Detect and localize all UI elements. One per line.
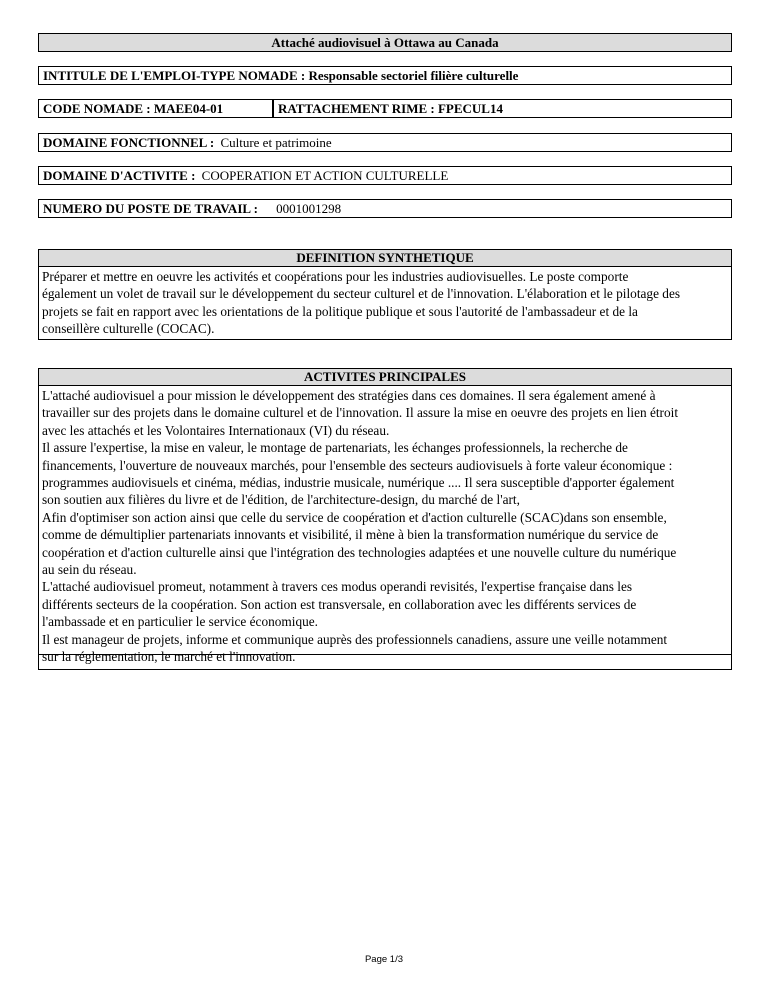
page-footer xyxy=(0,954,768,965)
definition-section xyxy=(38,249,732,340)
activites-line: Il est manageur de projets, informe et communique auprès des professionnels canadiens, assure une veille notamment xyxy=(42,631,668,647)
activites-line: Afin d'optimiser son action ainsi que celle du service de coopération et d'action culturelle (SCAC)dans son ensemble, xyxy=(42,509,667,525)
rattachement-label: RATTACHEMENT RIME : FPECUL14 xyxy=(278,101,503,116)
activites-line: coopération et d'action culturelle ainsi que l'intégration des technologies adaptées et une nouvelle culture du numérique xyxy=(42,544,677,560)
activites-line: différents secteurs de la coopération. Son action est transversale, en collaboration avec les différents services de xyxy=(42,596,637,612)
activites-line: travailler sur des projets dans le domaine culturel et de l'innovation. Il assure la mise en oeuvre des projets en lien étroit xyxy=(42,405,679,421)
activites-line: au sein du réseau. xyxy=(42,562,137,578)
code-nomade-field xyxy=(38,99,273,118)
activites-line: comme de démultiplier partenariats innovants et visibilité, il mène à bien la transformation numérique du service de xyxy=(42,527,659,543)
definition-line: Préparer et mettre en oeuvre les activités et coopérations pour les industries audiovisuelles. Le poste comporte xyxy=(42,269,629,284)
intitule-field xyxy=(38,66,732,85)
definition-line: conseillère culturelle (COCAC). xyxy=(42,321,215,337)
definition-body xyxy=(39,267,731,338)
rattachement-field xyxy=(273,99,732,118)
activites-line: l'ambassade et en particulier le service économique. xyxy=(42,614,318,630)
definition-line: projets se fait en rapport avec les orientations de la politique publique et sous l'autorité de l'ambassadeur et de la xyxy=(42,303,638,319)
activites-line: programmes audiovisuels et cinéma, médias, industrie musicale, numérique .... Il sera susceptible d'apporter également xyxy=(42,475,675,491)
activites-line: L'attaché audiovisuel promeut, notamment à travers ces modus operandi revisités, l'expertise française dans les xyxy=(42,579,633,595)
definition-line: également un volet de travail sur le développement du secteur culturel et de l'innovation. L'élaboration et le pilotage des xyxy=(42,286,681,302)
domaine-activite-field xyxy=(38,166,732,185)
intitule-label: INTITULE DE L'EMPLOI-TYPE NOMADE : Responsable sectoriel filière culturelle xyxy=(43,68,519,83)
activites-line: financements, l'ouverture de nouveaux marchés, pour l'ensemble des secteurs audiovisuels à forte valeur économique : xyxy=(42,457,673,473)
document-title-bar xyxy=(38,33,732,52)
activites-line: L'attaché audiovisuel a pour mission le développement des stratégies dans ces domaines. Il sera également amené à xyxy=(42,388,656,403)
activites-line: Il assure l'expertise, la mise en valeur, le montage de partenariats, les échanges professionnels, la recherche de xyxy=(42,440,628,456)
domaine-fonctionnel-label: DOMAINE FONCTIONNEL : xyxy=(43,135,215,150)
code-nomade-label: CODE NOMADE : MAEE04-01 xyxy=(43,101,224,116)
domaine-fonctionnel-field xyxy=(38,133,732,152)
activites-empty-row xyxy=(39,654,731,669)
numero-poste-field xyxy=(38,199,732,218)
activites-title: ACTIVITES PRINCIPALES xyxy=(39,369,731,386)
domaine-fonctionnel-value: Culture et patrimoine xyxy=(220,135,332,150)
document-title: Attaché audiovisuel à Ottawa au Canada xyxy=(271,35,499,50)
numero-poste-value: 0001001298 xyxy=(276,201,342,216)
numero-poste-label: NUMERO DU POSTE DE TRAVAIL : xyxy=(43,201,258,216)
activites-line: sur la réglementation, le marché et l'innovation. xyxy=(42,649,296,665)
definition-title: DEFINITION SYNTHETIQUE xyxy=(39,250,731,267)
domaine-activite-value: COOPERATION ET ACTION CULTURELLE xyxy=(201,168,449,183)
activites-body xyxy=(39,386,731,666)
page-number: Page 1/3 xyxy=(364,954,404,965)
activites-line: avec les attachés et les Volontaires Internationaux (VI) du réseau. xyxy=(42,422,390,438)
domaine-activite-label: DOMAINE D'ACTIVITE : xyxy=(43,168,196,183)
activites-section xyxy=(38,368,732,670)
activites-line: son soutien aux filières du livre et de l'édition, de l'architecture-design, du marché de l'art, xyxy=(42,492,520,508)
